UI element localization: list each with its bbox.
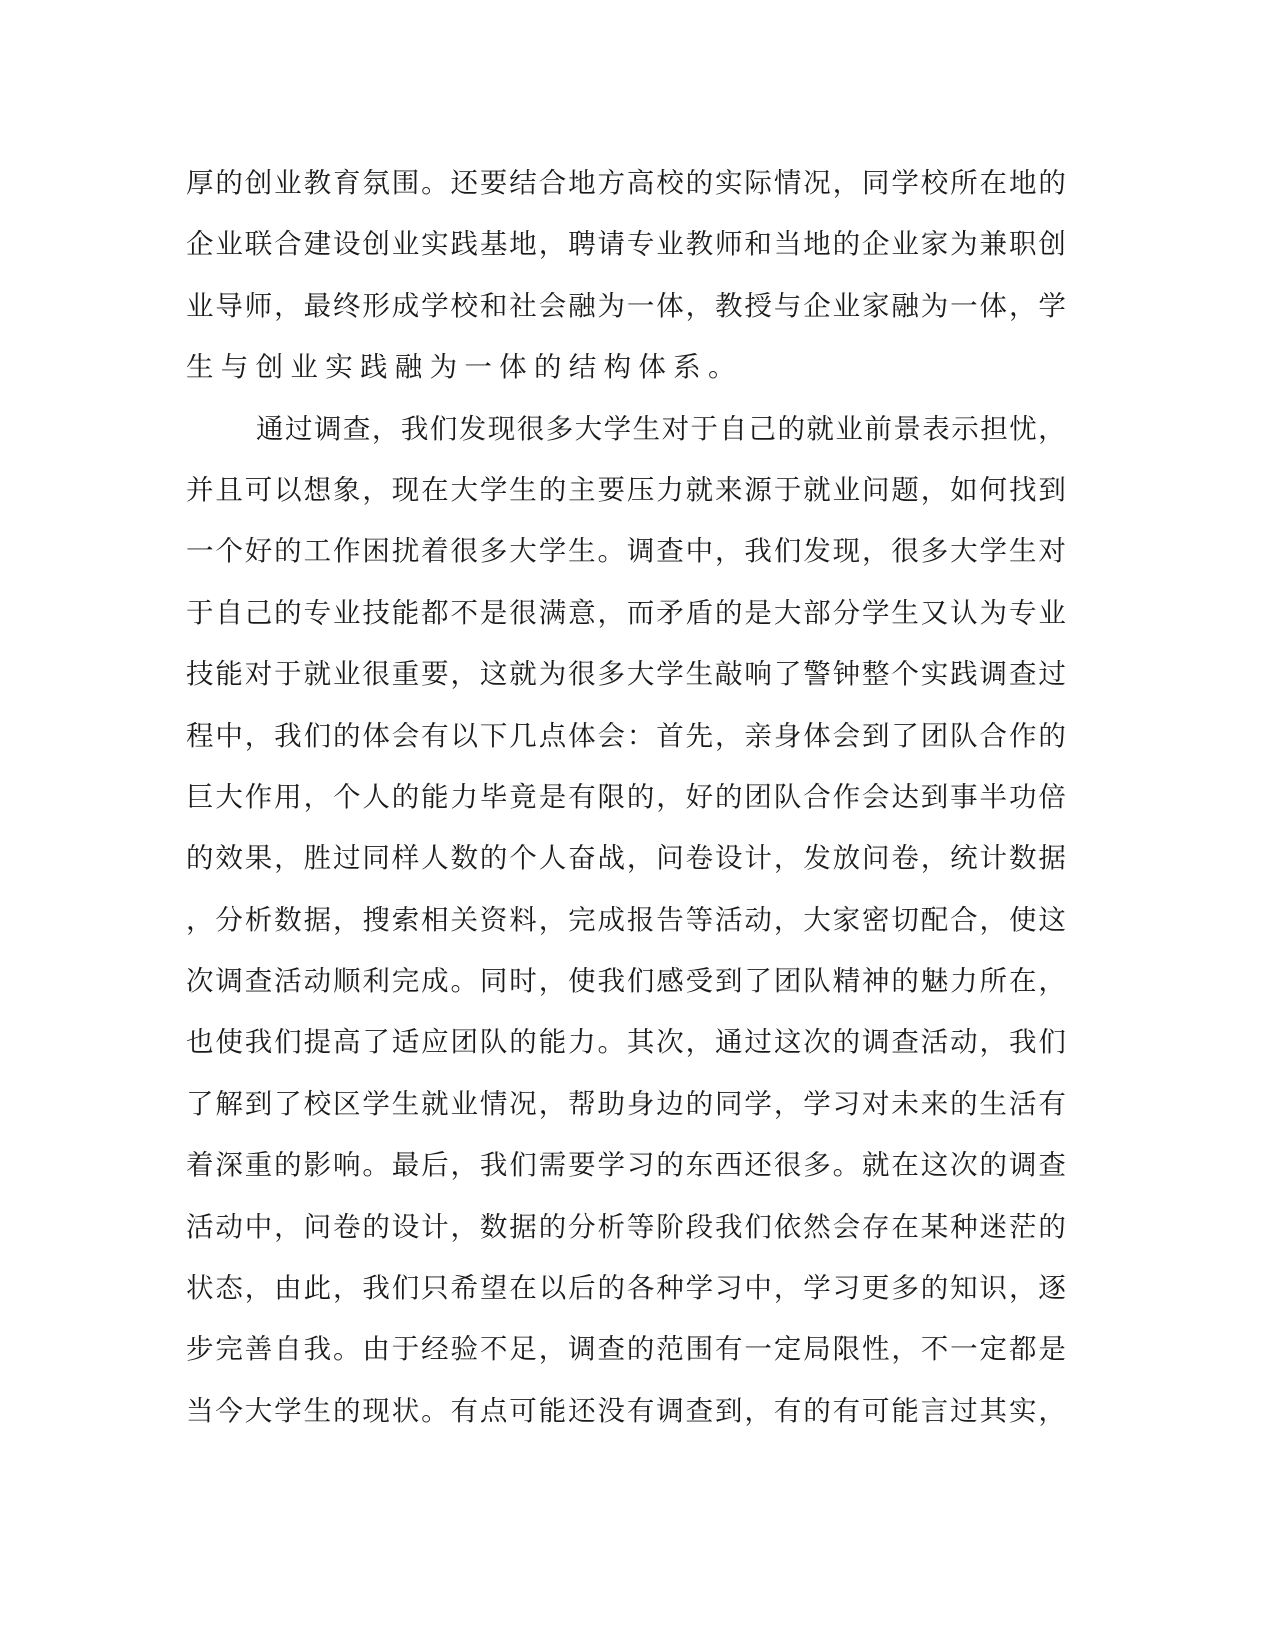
text-line: 巨 大 作 用 ， 个 人 的 能 力 毕 竟 是 有 限 的 ， 好 的 团 队 合 作 会 达 到 事 半 功 倍 [186, 780, 1066, 813]
text-line: 的 效 果 ， 胜 过 同 样 人 数 的 个 人 奋 战 ， 问 卷 设 计 ， 发 放 问 卷 ， 统 计 数 据 [186, 842, 1066, 875]
text-line: 也 使 我 们 提 高 了 适 应 团 队 的 能 力 。 其 次 ， 通 过 这 次 的 调 查 活 动 ， 我 们 [186, 1026, 1066, 1059]
text-line: 了 解 到 了 校 区 学 生 就 业 情 况 ， 帮 助 身 边 的 同 学 ， 学 习 对 未 来 的 生 活 有 [186, 1087, 1066, 1120]
text-line: 当 今 大 学 生 的 现 状 。 有 点 可 能 还 没 有 调 查 到 ， 有 的 有 可 能 言 过 其 实 ， [186, 1394, 1066, 1427]
text-line: 并 且 可 以 想 象 ， 现 在 大 学 生 的 主 要 压 力 就 来 源 于 就 业 问 题 ， 如 何 找 到 [186, 473, 1066, 506]
text-line: 一 个 好 的 工 作 困 扰 着 很 多 大 学 生 。 调 查 中 ， 我 们 发 现 ， 很 多 大 学 生 对 [186, 535, 1066, 568]
text-line: 生 与 创 业 实 践 融 为 一 体 的 结 构 体 系 。 [186, 351, 736, 384]
text-line: 程 中 ， 我 们 的 体 会 有 以 下 几 点 体 会 ： 首 先 ， 亲 身 体 会 到 了 团 队 合 作 的 [186, 719, 1066, 752]
text-line: 厚 的 创 业 教 育 氛 围 。 还 要 结 合 地 方 高 校 的 实 际 情 况 ， 同 学 校 所 在 地 的 [186, 167, 1066, 199]
text-line: 于 自 己 的 专 业 技 能 都 不 是 很 满 意 ， 而 矛 盾 的 是 大 部 分 学 生 又 认 为 专 业 [186, 596, 1066, 629]
text-line: 活 动 中 ， 问 卷 的 设 计 ， 数 据 的 分 析 等 阶 段 我 们 依 然 会 存 在 某 种 迷 茫 的 [186, 1210, 1066, 1243]
text-line: ， 分 析 数 据 ， 搜 索 相 关 资 料 ， 完 成 报 告 等 活 动 ， 大 家 密 切 配 合 ， 使 这 [186, 903, 1066, 936]
text-line: 着 深 重 的 影 响 。 最 后 ， 我 们 需 要 学 习 的 东 西 还 很 多 。 就 在 这 次 的 调 查 [186, 1149, 1066, 1182]
body-text [186, 160, 1066, 1449]
text-line: 次 调 查 活 动 顺 利 完 成 。 同 时 ， 使 我 们 感 受 到 了 团 队 精 神 的 魅 力 所 在 ， [186, 965, 1066, 998]
text-line: 技 能 对 于 就 业 很 重 要 ， 这 就 为 很 多 大 学 生 敲 响 了 警 钟 整 个 实 践 调 查 过 [186, 658, 1066, 691]
text-line: 状 态 ， 由 此 ， 我 们 只 希 望 在 以 后 的 各 种 学 习 中 ， 学 习 更 多 的 知 识 ， 逐 [186, 1272, 1066, 1305]
text-line: 业 导 师 ， 最 终 形 成 学 校 和 社 会 融 为 一 体 ， 教 授 与 企 业 家 融 为 一 体 ， 学 [186, 289, 1066, 322]
text-line: 通 过 调 查 ， 我 们 发 现 很 多 大 学 生 对 于 自 己 的 就 业 前 景 表 示 担 忧 ， [256, 412, 1066, 445]
text-line: 企 业 联 合 建 设 创 业 实 践 基 地 ， 聘 请 专 业 教 师 和 当 地 的 企 业 家 为 兼 职 创 [186, 228, 1066, 261]
text-line: 步 完 善 自 我 。 由 于 经 验 不 足 ， 调 查 的 范 围 有 一 定 局 限 性 ， 不 一 定 都 是 [186, 1333, 1066, 1366]
